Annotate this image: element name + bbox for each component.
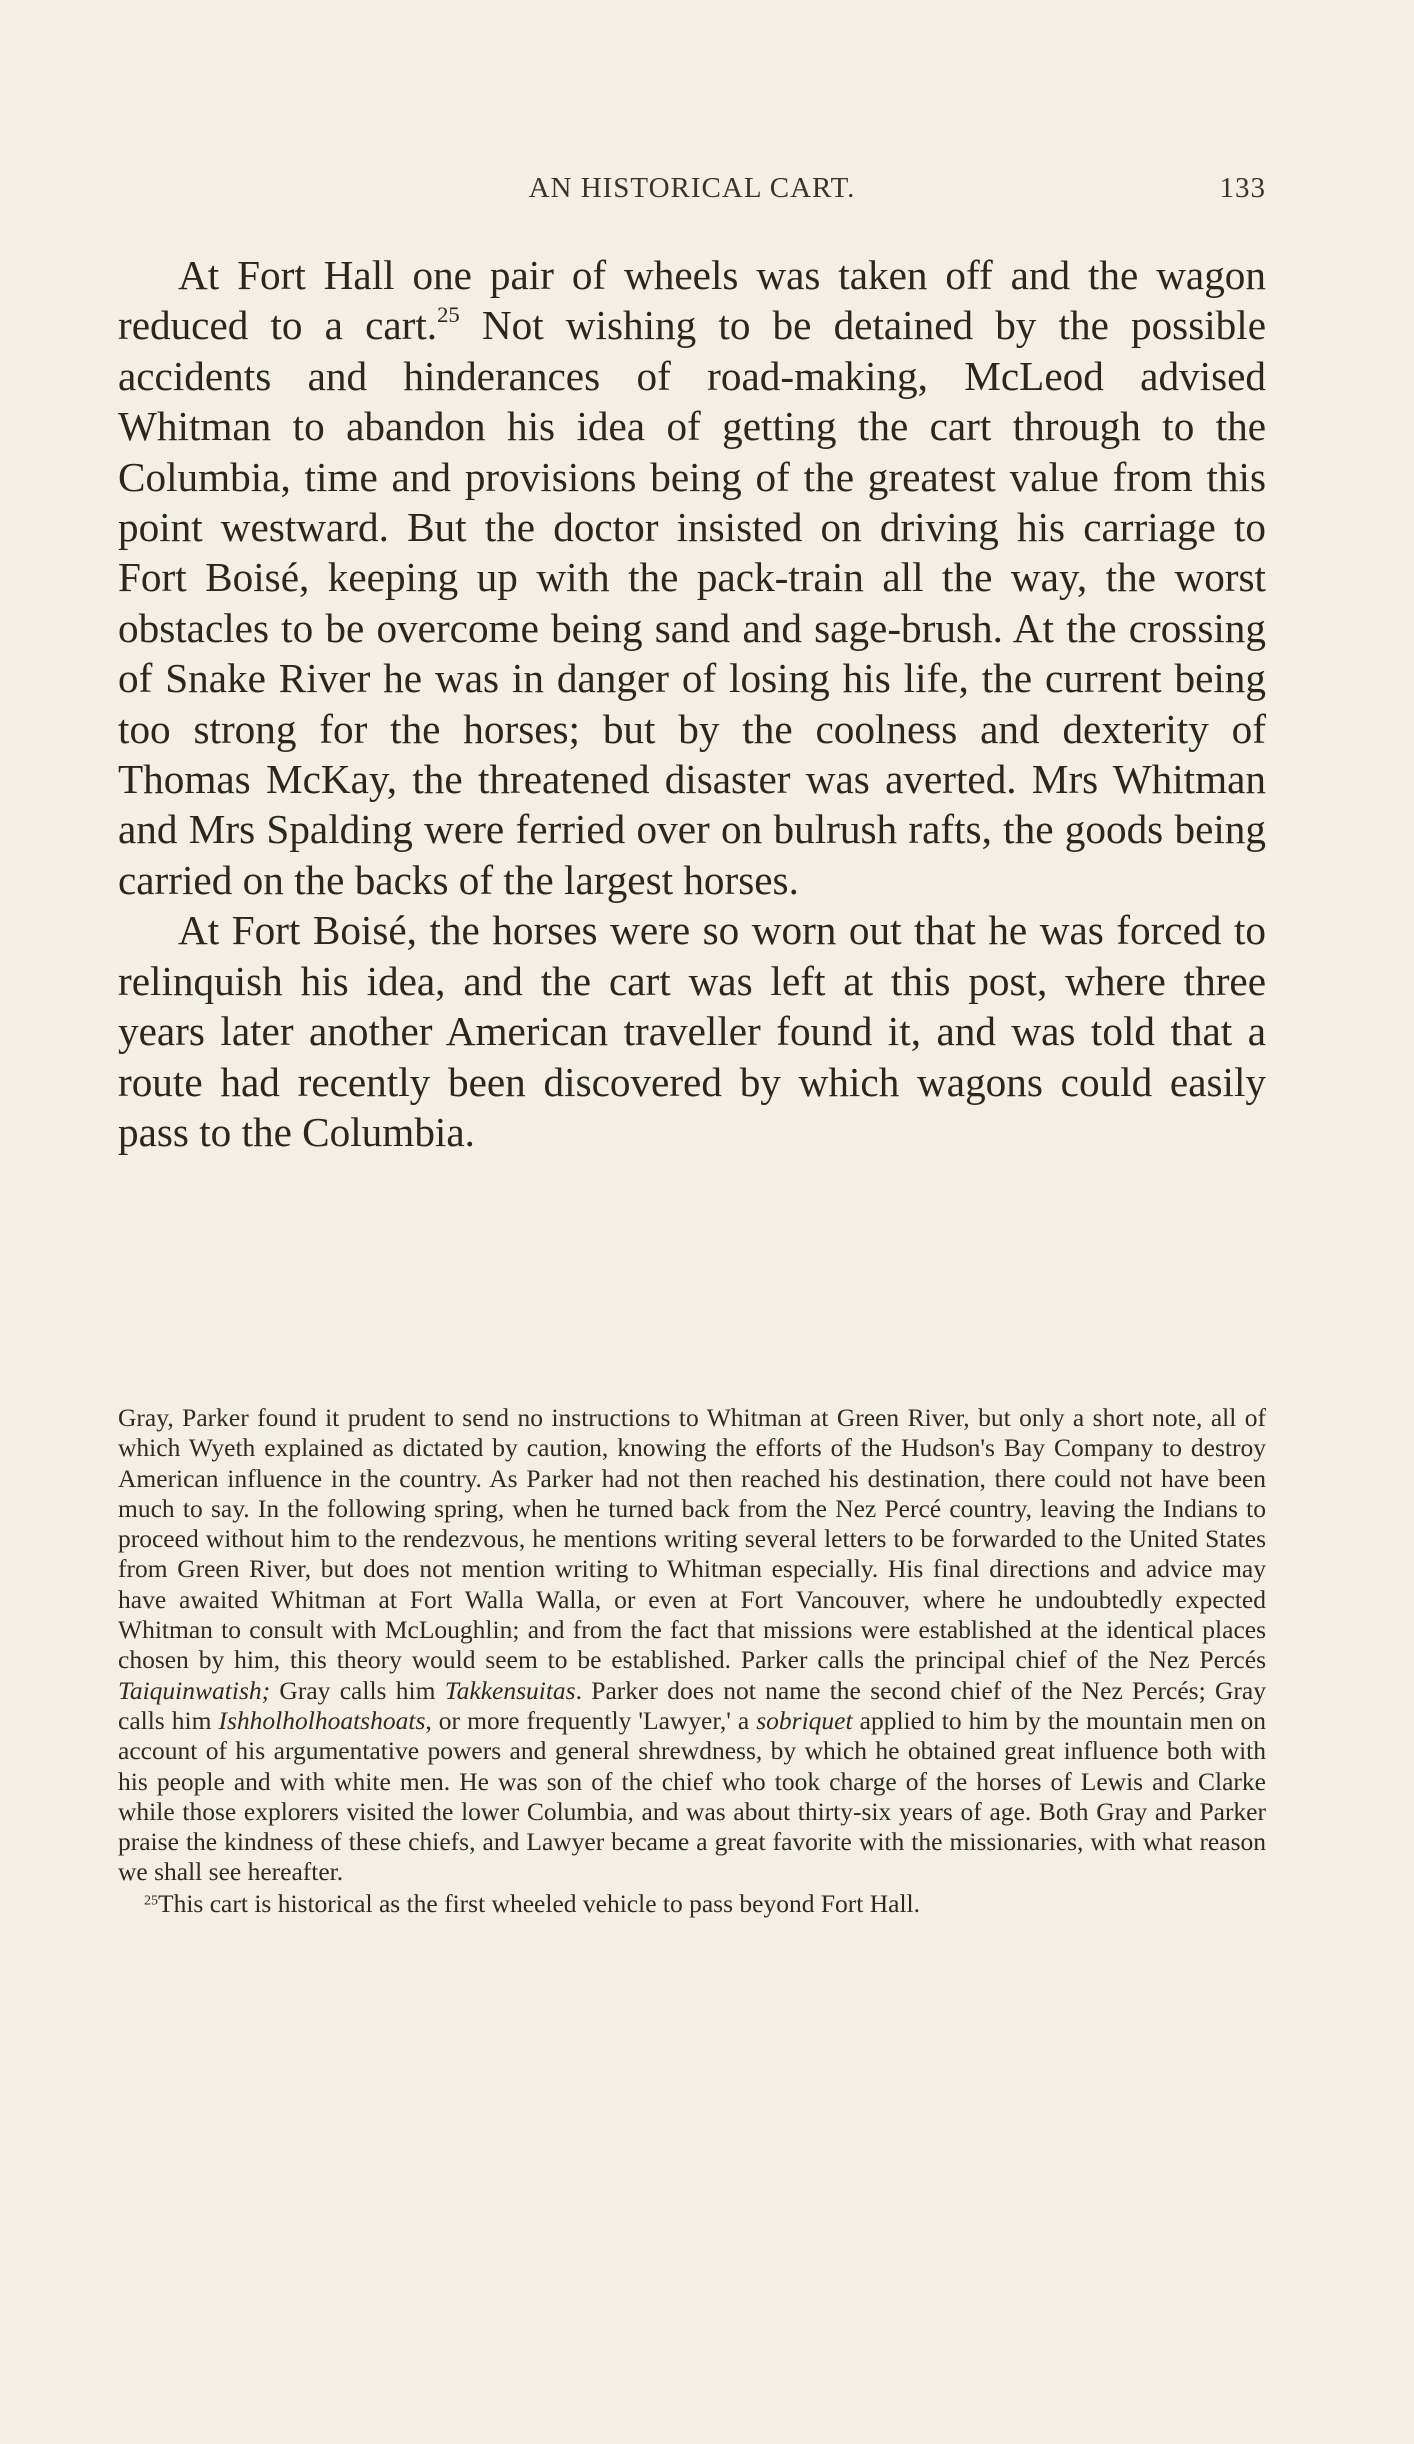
fn-cont-text-4: , or more frequently 'Lawyer,' a — [425, 1705, 757, 1735]
page-number: 133 — [1219, 172, 1266, 204]
fn-cont-italic-1: Taiquinwatish; — [118, 1675, 271, 1705]
footnote-ref-25: 25 — [437, 302, 460, 328]
fn-cont-text-5: applied to him by the mountain men on account of his argumentative powers and general shrewdness, by which he obtained great influence both with his people and with white men. He was son of the chief who took charge of the horses of Lewis and Clarke while those explorers visited the lower Columbia, and was about thirty-six years of age. Both Gray and Parker praise the kindness of these chiefs, and Lawyer became a great favorite with the missionaries, with what reason we shall see hereafter. — [118, 1705, 1266, 1887]
fn-cont-italic-4: sobriquet — [756, 1705, 853, 1735]
running-header — [118, 172, 1266, 208]
fn-cont-text-2: Gray calls him — [270, 1675, 445, 1705]
footnote-25 — [118, 1889, 1266, 1919]
fn-cont-italic-2: Takkensuitas — [444, 1675, 576, 1705]
footnote-25-text: This cart is historical as the first wheeled vehicle to pass beyond Fort Hall. — [158, 1888, 920, 1918]
fn-cont-italic-3: Ishholholhoatshoats — [218, 1705, 426, 1735]
main-text — [118, 250, 1266, 1157]
paragraph-1 — [118, 250, 1266, 905]
paragraph-2: At Fort Boisé, the horses were so worn out that he was forced to relinquish his idea, and the cart was left at this post, where three years later another American traveller found it, and was told that a route had recently been discovered by which wagons could easily pass to the Columbia. — [118, 907, 1266, 1155]
fn-cont-text-3: . Parker does not name the second chief of the Nez Percés; Gray calls him — [118, 1675, 1266, 1735]
fn-cont-text-1: Gray, Parker found it prudent to send no instructions to Whitman at Green River, but only a short note, all of which Wyeth explained as dictated by caution, knowing the efforts of the Hudson's Bay Company to destroy American influence in the country. As Parker had not then reached his destination, there could not have been much to say. In the following spring, when he turned back from the Nez Percé country, leaving the Indians to proceed without him to the rendezvous, he mentions writing several letters to be forwarded to the United States from Green River, but does not mention writing to Whitman especially. His final directions and advice may have awaited Whitman at Fort Walla Walla, or even at Fort Vancouver, where he undoubtedly expected Whitman to consult with McLoughlin; and from the fact that missions were established at the identical places chosen by him, this theory would seem to be established. Parker calls the principal chief of the Nez Percés — [118, 1403, 1266, 1675]
running-title: AN HISTORICAL CART. — [528, 172, 856, 204]
paragraph-1-text-a: At Fort Hall one pair of wheels was taken off and the wagon reduced to a cart. — [118, 252, 1266, 349]
footnote-continuation — [118, 1403, 1266, 1888]
footnotes — [118, 1403, 1266, 1919]
paragraph-1-text-b: Not wishing to be detained by the possible accidents and hinderances of road-making, McLeod advised Whitman to abandon his idea of getting the cart through to the Columbia, time and provisions being of the greatest value from this point westward. But the doctor insisted on driving his carriage to Fort Boisé, keeping up with the pack-train all the way, the worst obstacles to be overcome being sand and sage-brush. At the crossing of Snake River he was in danger of losing his life, the current being too strong for the horses; but by the coolness and dexterity of Thomas McKay, the threatened disaster was averted. Mrs Whitman and Mrs Spalding were ferried over on bulrush rafts, the goods being carried on the backs of the largest horses. — [118, 302, 1266, 903]
footnote-25-number: 25 — [144, 1893, 159, 1909]
